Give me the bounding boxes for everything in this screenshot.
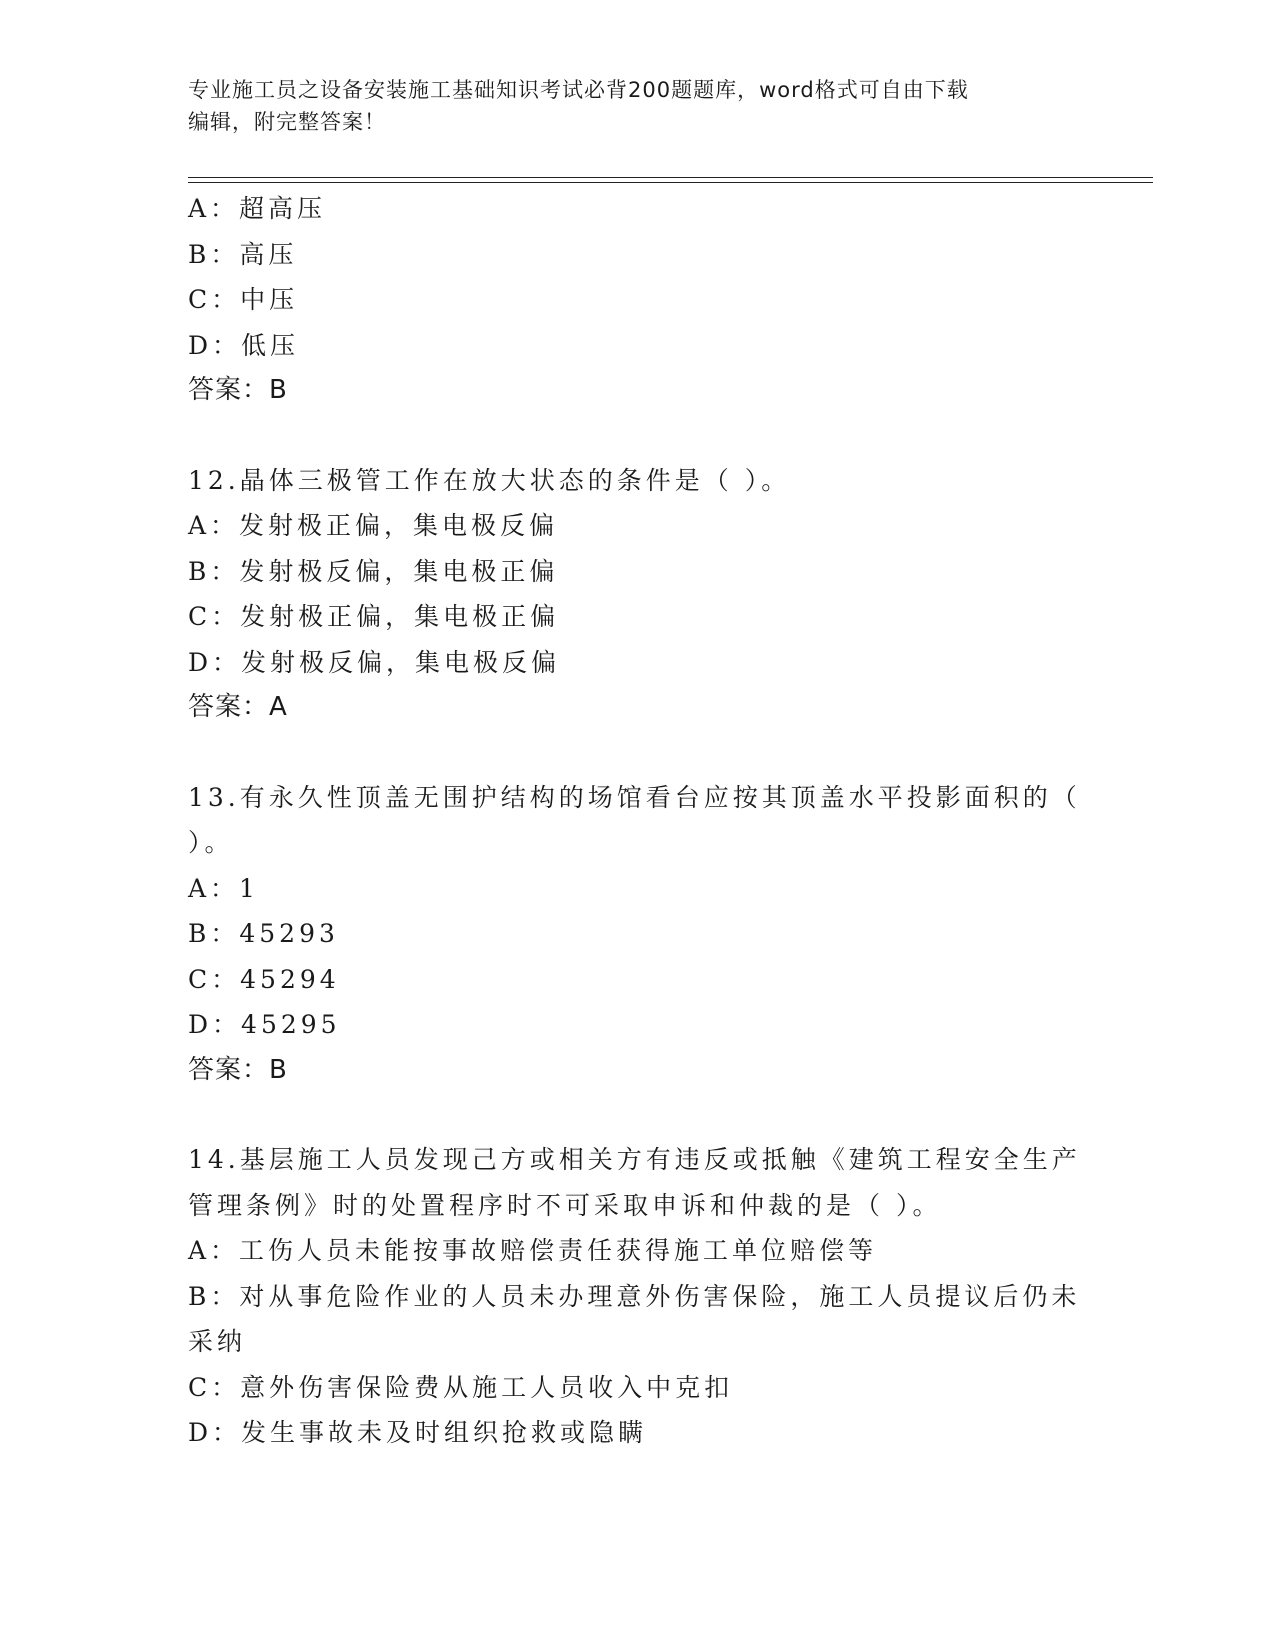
option-b: B：高压 bbox=[188, 239, 298, 269]
option-a: A：1 bbox=[188, 873, 259, 903]
answer: 答案：B bbox=[188, 375, 288, 405]
question-text-line-2: ）。 bbox=[188, 828, 234, 857]
answer: 答案：B bbox=[188, 1054, 288, 1085]
option-c: C：45294 bbox=[188, 964, 340, 994]
option-b-line-1: B：对从事危险作业的人员未办理意外伤害保险，施工人员提议后仍未 bbox=[188, 1281, 1081, 1311]
option-d: D：发生事故未及时组织抢救或隐瞒 bbox=[188, 1418, 648, 1447]
option-a: A：超高压 bbox=[188, 194, 327, 223]
option-d: D：45295 bbox=[188, 1010, 341, 1039]
spacer bbox=[188, 731, 1088, 775]
spacer bbox=[188, 414, 1088, 458]
question-list bbox=[188, 186, 1088, 1456]
question-text-line-1: 14.基层施工人员发现己方或相关方有违反或抵触《建筑工程安全生产 bbox=[188, 1145, 1081, 1174]
option-d: D：低压 bbox=[188, 330, 300, 360]
option-a: A：工伤人员未能按事故赔偿责任获得施工单位赔偿等 bbox=[188, 1236, 878, 1265]
question-12 bbox=[188, 458, 1088, 731]
option-c: C：发射极正偏，集电极正偏 bbox=[188, 602, 560, 631]
option-b: B：发射极反偏，集电极正偏 bbox=[188, 556, 559, 586]
question-13 bbox=[188, 775, 1088, 1094]
option-c: C：中压 bbox=[188, 285, 299, 314]
option-c: C：意外伤害保险费从施工人员收入中克扣 bbox=[188, 1372, 734, 1402]
header-title-line-1: 专业施工员之设备安装施工基础知识考试必背200题题库，word格式可自由下载 bbox=[188, 78, 969, 102]
header-divider-top bbox=[188, 177, 1153, 178]
document-header bbox=[188, 74, 1088, 138]
option-b: B：45293 bbox=[188, 919, 339, 948]
header-title-line-2: 编辑，附完整答案！ bbox=[188, 110, 386, 134]
question-text-line-2: 管理条例》时的处置程序时不可采取申诉和仲裁的是（ ）。 bbox=[188, 1190, 942, 1220]
question-text-line-1: 13.有永久性顶盖无围护结构的场馆看台应按其顶盖水平投影面积的（ bbox=[188, 782, 1081, 812]
question-11 bbox=[188, 186, 1088, 414]
header-divider-bottom bbox=[188, 182, 1153, 183]
question-text: 12.晶体三极管工作在放大状态的条件是（ ）。 bbox=[188, 465, 791, 495]
answer: 答案：A bbox=[188, 692, 288, 722]
option-a: A：发射极正偏，集电极反偏 bbox=[188, 511, 559, 540]
option-b-line-2: 采纳 bbox=[188, 1327, 247, 1356]
question-14 bbox=[188, 1137, 1088, 1456]
option-d: D：发射极反偏，集电极反偏 bbox=[188, 647, 561, 677]
spacer bbox=[188, 1093, 1088, 1137]
